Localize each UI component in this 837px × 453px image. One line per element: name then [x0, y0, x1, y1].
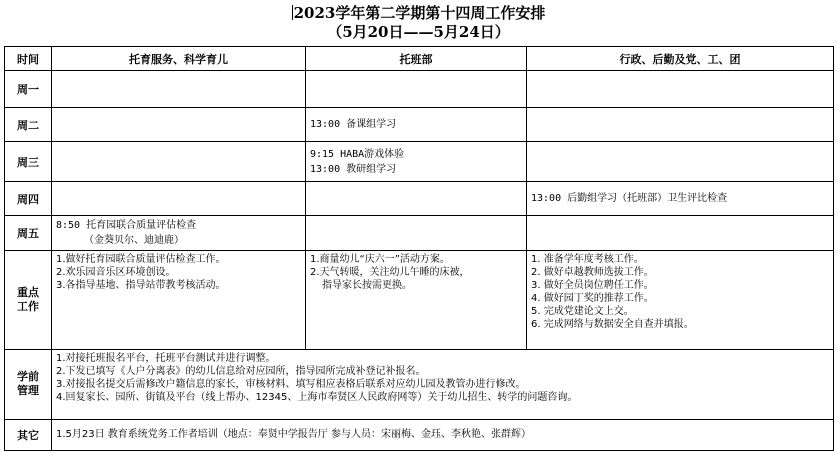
- cell-childcare: [52, 108, 306, 142]
- schedule-item: 8:50 托育园联合质量评估检查: [56, 220, 197, 232]
- preschool-item: 3.对接报名提交后需修改户籍信息的家长，审核材料、填写相应表格后联系对应幼儿园及教管办进行修改。: [56, 378, 526, 390]
- label-line: 学前: [17, 370, 39, 384]
- cell-nursery: [306, 142, 527, 182]
- day-label: 周五: [5, 216, 52, 251]
- key-work-item: 指导家长按需更换。: [322, 280, 412, 292]
- key-work-row: [5, 251, 834, 349]
- cell-childcare: [52, 216, 306, 251]
- day-label: 周四: [5, 182, 52, 216]
- other-item: 1.5月23日 教育系统党务工作者培训（地点：奉贤中学报告厅 参与人员：宋丽梅、金珏、李秋艳、张群辉）: [56, 429, 531, 441]
- cell-admin: [527, 142, 834, 182]
- cell-nursery: [306, 108, 527, 142]
- schedule-item: 13:00 备课组学习: [310, 119, 397, 131]
- key-work-item: 4. 做好园丁奖的推荐工作。: [531, 293, 654, 305]
- key-work-item: 6. 完成网络与数据安全自查并填报。: [531, 319, 694, 331]
- header-admin: 行政、后勤及党、工、团: [527, 47, 834, 71]
- text-cursor: [292, 5, 293, 20]
- day-label: 周三: [5, 142, 52, 182]
- preschool-row: [5, 349, 834, 419]
- key-work-item: 2.欢乐园音乐区环境创设。: [56, 267, 176, 279]
- cell-childcare: [52, 142, 306, 182]
- key-work-item: 2. 做好卓越教师选拔工作。: [531, 267, 654, 279]
- cell-admin: [527, 216, 834, 251]
- label-line: 工作: [17, 300, 39, 314]
- key-work-item: 1. 准备学年度考核工作。: [531, 254, 644, 266]
- header-row: [5, 47, 834, 71]
- cell-admin: [527, 71, 834, 108]
- day-label: 周二: [5, 108, 52, 142]
- label-line: 重点: [17, 286, 39, 300]
- schedule-table: [4, 46, 834, 451]
- cell-admin: [527, 182, 834, 216]
- other-content: [52, 419, 834, 450]
- day-row-wednesday: [5, 142, 834, 182]
- key-work-admin: [527, 251, 834, 349]
- day-row-tuesday: [5, 108, 834, 142]
- preschool-item: 4.回复家长、园所、街镇及平台（线上帮办、12345、上海市奉贤区人民政府网等）关于幼儿招生、转学的问题咨询。: [56, 391, 578, 403]
- cell-nursery: [306, 216, 527, 251]
- schedule-item: 9:15 HABA游戏体验: [310, 148, 405, 160]
- header-childcare: 托育服务、科学育儿: [52, 47, 306, 71]
- schedule-item: 13:00 后勤组学习（托班部）卫生评比检查: [531, 193, 728, 205]
- key-work-label: [5, 251, 52, 349]
- cell-nursery: [306, 182, 527, 216]
- page-subtitle: （5月20日——5月24日）: [327, 23, 510, 41]
- key-work-item: 2.天气转暖，关注幼儿午睡的床被，: [310, 267, 470, 279]
- header-nursery-class: 托班部: [306, 47, 527, 71]
- cell-childcare: [52, 71, 306, 108]
- cell-admin: [527, 108, 834, 142]
- page-title: [0, 4, 837, 22]
- key-work-item: 1.商量幼儿“庆六一”活动方案。: [310, 254, 450, 266]
- day-row-friday: [5, 216, 834, 251]
- day-row-thursday: [5, 182, 834, 216]
- key-work-item: 1.做好托育园联合质量评估检查工作。: [56, 254, 226, 266]
- other-row: [5, 419, 834, 450]
- key-work-item: 5. 完成党建论文上交。: [531, 306, 634, 318]
- key-work-nursery: [306, 251, 527, 349]
- cell-nursery: [306, 71, 527, 108]
- preschool-label: [5, 349, 52, 419]
- preschool-item: 2.下发已填写《人户分离表》的幼儿信息给对应园所，指导园所完成补登记补报名。: [56, 365, 426, 377]
- title-text: 2023学年第二学期第十四周工作安排: [293, 4, 546, 22]
- preschool-item: 1.对接托班报名平台，托班平台测试并进行调整。: [56, 352, 276, 364]
- key-work-childcare: [52, 251, 306, 349]
- schedule-item: 13:00 教研组学习: [310, 163, 397, 175]
- other-label: 其它: [5, 419, 52, 450]
- cell-childcare: [52, 182, 306, 216]
- label-line: 管理: [17, 384, 39, 398]
- schedule-item-note: （金葵贝尔、迪迪鹿）: [84, 235, 184, 247]
- header-time: 时间: [5, 47, 52, 71]
- key-work-item: 3. 做好全员岗位聘任工作。: [531, 280, 654, 292]
- preschool-content: [52, 349, 834, 419]
- key-work-item: 3.各指导基地、指导站带教考核活动。: [56, 280, 226, 292]
- day-row-monday: [5, 71, 834, 108]
- day-label: 周一: [5, 71, 52, 108]
